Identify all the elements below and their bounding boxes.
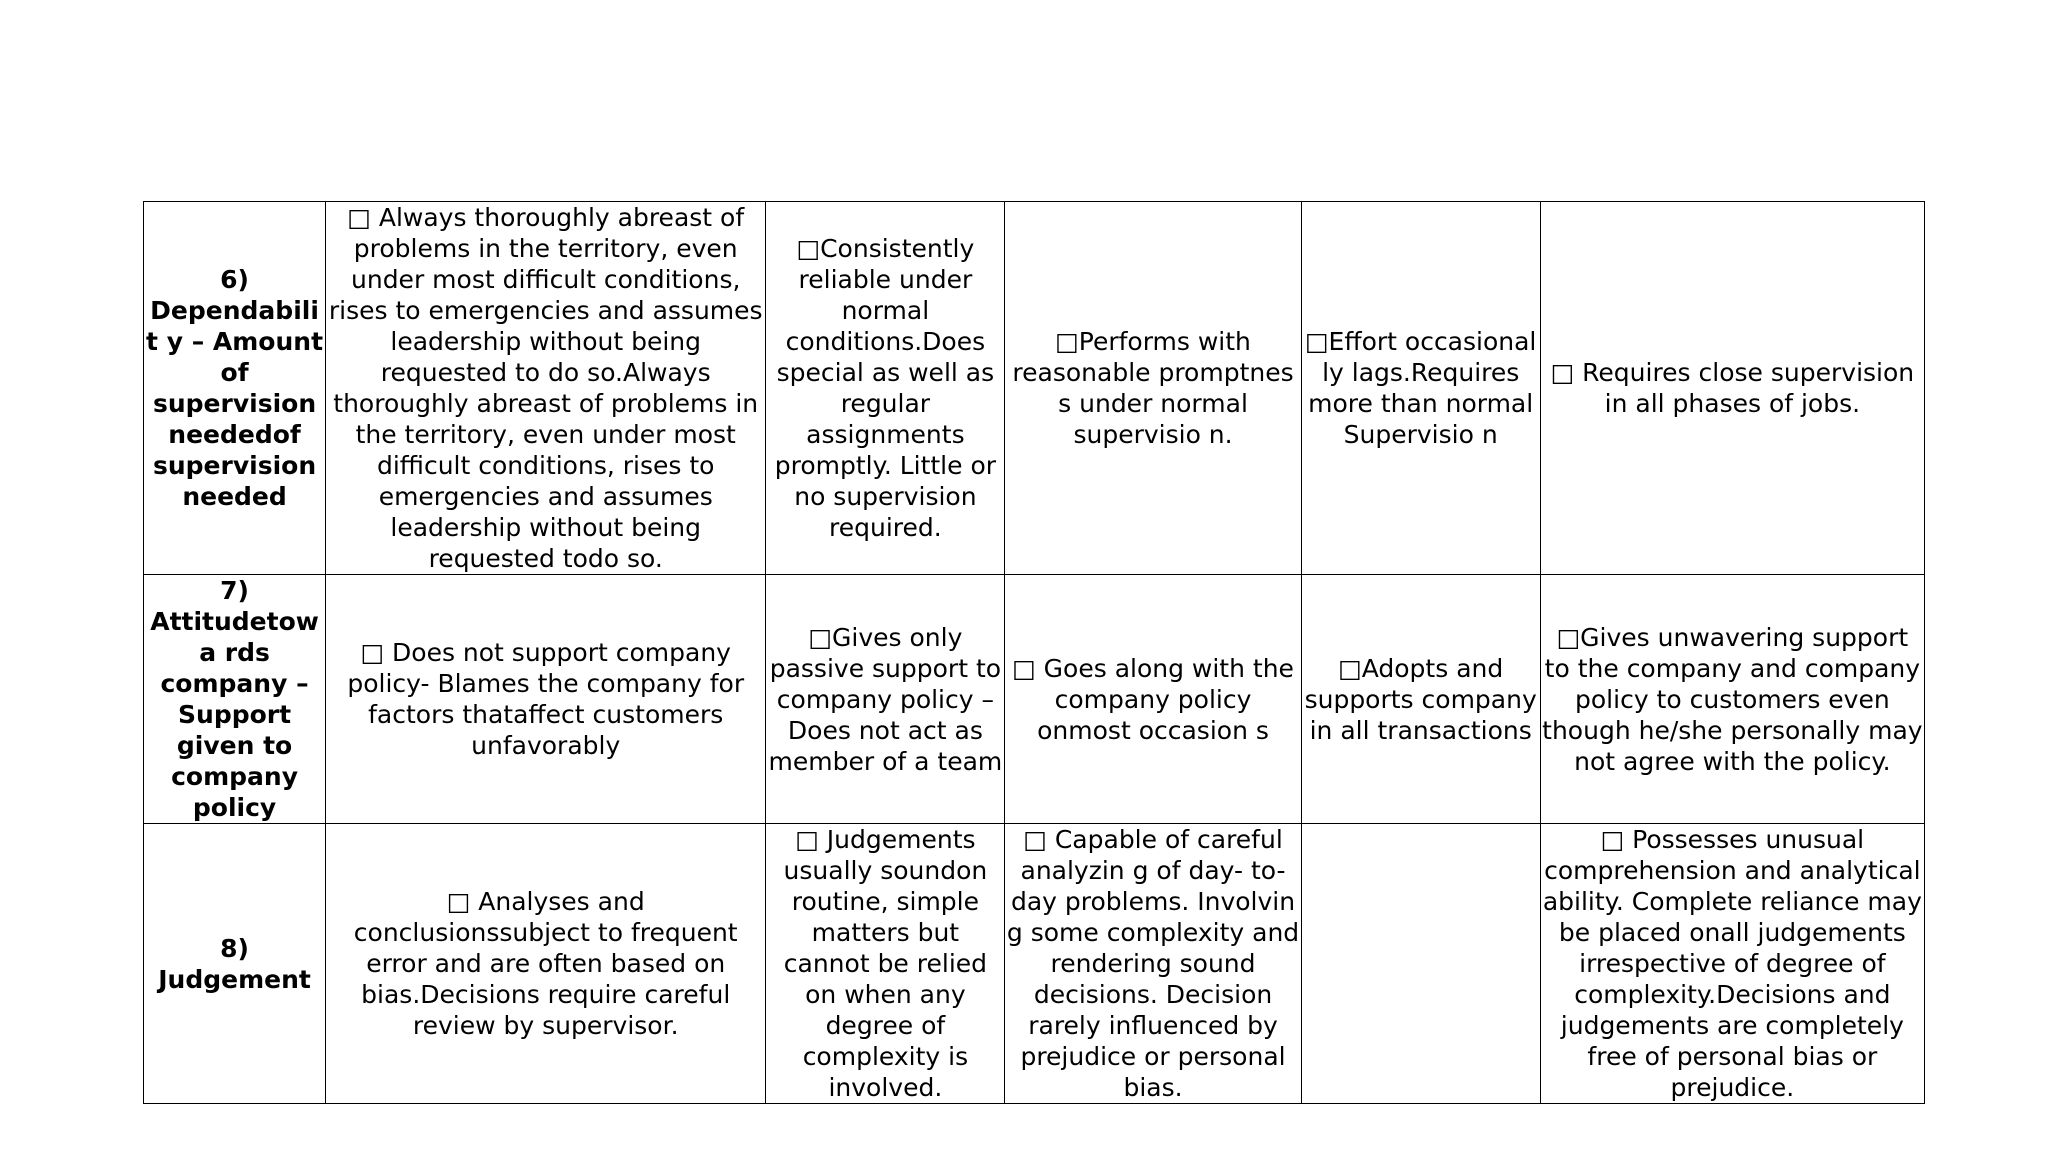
rating-cell: □ Judgements usually soundon routine, simple matters but cannot be relied on when any degree of complexity is involved. bbox=[766, 824, 1005, 1104]
rating-cell: □Adopts and supports company in all transactions bbox=[1301, 575, 1540, 824]
rating-cell: □ Requires close supervision in all phases of jobs. bbox=[1540, 202, 1924, 575]
rating-cell: □Effort occasional ly lags.Requires more than normal Supervisio n bbox=[1301, 202, 1540, 575]
rating-cell: □ Goes along with the company policy onmost occasion s bbox=[1005, 575, 1301, 824]
rating-cell: □Performs with reasonable promptnes s under normal supervisio n. bbox=[1005, 202, 1301, 575]
rating-cell: □ Does not support company policy- Blames the company for factors thataffect customers unfavorably bbox=[326, 575, 766, 824]
rating-cell: □Gives unwavering support to the company and company policy to customers even though he/she personally may not agree with the policy. bbox=[1540, 575, 1924, 824]
rating-cell: □ Analyses and conclusionssubject to frequent error and are often based on bias.Decisions require careful review by supervisor. bbox=[326, 824, 766, 1104]
table-row-attitude bbox=[144, 575, 1925, 824]
criterion-cell: 7) Attitudetowa rds company – Support given to company policy bbox=[144, 575, 326, 824]
table-row-dependability bbox=[144, 202, 1925, 575]
table-row-judgement bbox=[144, 824, 1925, 1104]
criterion-cell: 6) Dependabilit y – Amount of supervision neededof supervision needed bbox=[144, 202, 326, 575]
rating-cell: □ Possesses unusual comprehension and analytical ability. Complete reliance may be placed onall judgements irrespective of degree of complexity.Decisions and judgements are completely free of personal bias or prejudice. bbox=[1540, 824, 1924, 1104]
rating-cell: □Gives only passive support to company policy – Does not act as member of a team bbox=[766, 575, 1005, 824]
rating-cell: □ Capable of careful analyzin g of day- to-day problems. Involvin g some complexity and rendering sound decisions. Decision rarely influenced by prejudice or personal bias. bbox=[1006, 825, 1300, 1102]
criterion-cell: 8) Judgement bbox=[144, 824, 326, 1104]
appraisal-table bbox=[143, 201, 1925, 1104]
rating-cell-empty bbox=[1301, 824, 1540, 1104]
rating-cell: □Consistently reliable under normal conditions.Does special as well as regular assignments promptly. Little or no supervision required. bbox=[766, 202, 1005, 575]
rating-cell: □ Always thoroughly abreast of problems in the territory, even under most difficult conditions, rises to emergencies and assumes leadership without being requested to do so.Always thoroughly abreast of problems in the territory, even under most difficult conditions, rises to emergencies and assumes leadership without being requested todo so. bbox=[326, 202, 766, 575]
